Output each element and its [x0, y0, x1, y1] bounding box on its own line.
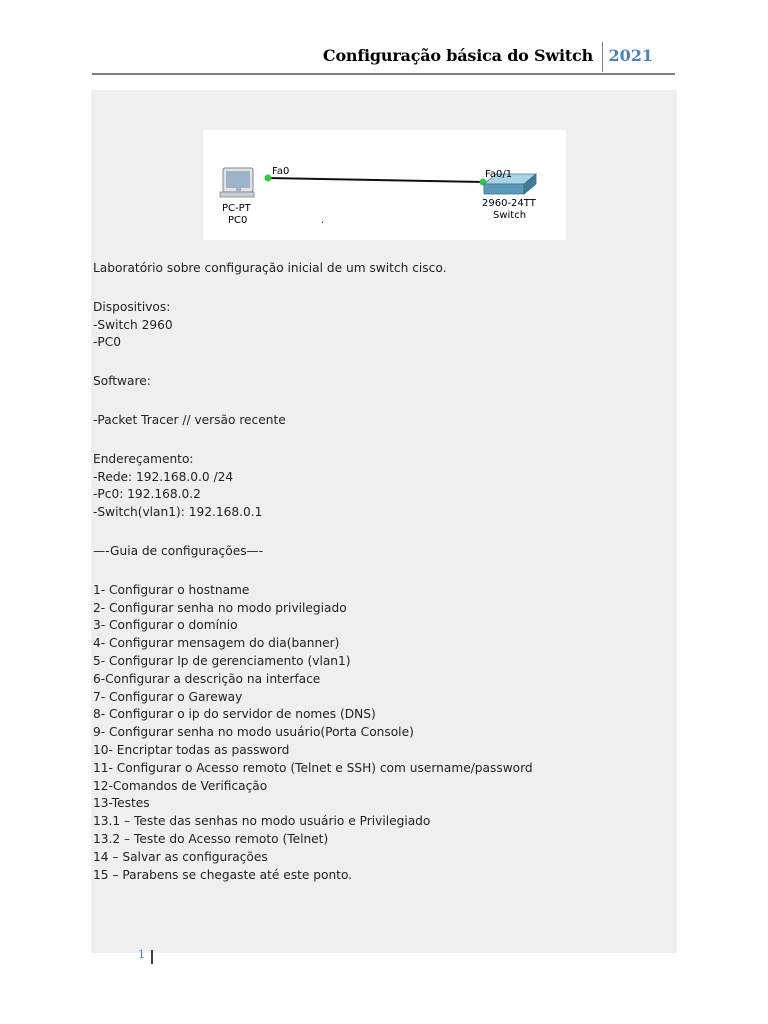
step-item: 12-Comandos de Verificação: [93, 778, 268, 793]
step-item: 14 – Salvar as configurações: [93, 849, 268, 864]
addressing-heading: Endereçamento:: [93, 451, 194, 466]
page-header: [92, 40, 675, 75]
document-body: [93, 260, 673, 884]
addressing-item: -Switch(vlan1): 192.168.0.1: [93, 505, 263, 520]
pc-icon: [220, 168, 254, 197]
diagram-dot: .: [321, 215, 325, 226]
step-item: 3- Configurar o domínio: [93, 618, 238, 633]
step-item: 2- Configurar senha no modo privilegiado: [93, 600, 347, 615]
device-item: -Switch 2960: [93, 317, 173, 332]
pc-link-light: [265, 175, 272, 182]
step-item: 9- Configurar senha no modo usuário(Porta Console): [93, 725, 414, 740]
software-item: -Packet Tracer // versão recente: [93, 412, 286, 427]
pc-type-label: PC-PT: [222, 203, 251, 214]
step-item: 4- Configurar mensagem do dia(banner): [93, 636, 340, 651]
pc-name-label: PC0: [228, 215, 248, 226]
intro-text: Laboratório sobre configuração inicial de um switch cisco.: [93, 261, 447, 275]
switch-name-label: Switch: [493, 210, 527, 221]
footer-divider: [151, 950, 153, 964]
step-item: 13-Testes: [93, 796, 150, 811]
link-cable: [268, 178, 483, 182]
step-item: 13.1 – Teste das senhas no modo usuário e Privilegiado: [93, 814, 431, 829]
switch-port-label: Fa0/1: [485, 169, 513, 180]
document-title: Configuração básica do Switch: [322, 46, 593, 65]
page-number: 1: [138, 948, 145, 961]
topology-graphic: [203, 130, 566, 240]
step-item: 1- Configurar o hostname: [93, 582, 250, 597]
network-topology-diagram: [203, 130, 566, 240]
step-item: 6-Configurar a descrição na interface: [93, 671, 321, 686]
addressing-item: -Rede: 192.168.0.0 /24: [93, 469, 234, 484]
addressing-item: -Pc0: 192.168.0.2: [93, 487, 201, 502]
software-heading: Software:: [93, 374, 151, 389]
step-item: 7- Configurar o Gareway: [93, 689, 243, 704]
step-item: 13.2 – Teste do Acesso remoto (Telnet): [93, 831, 329, 846]
step-item: 11- Configurar o Acesso remoto (Telnet e SSH) com username/password: [93, 760, 533, 775]
pc-port-label: Fa0: [272, 166, 290, 177]
step-item: 15 – Parabens se chegaste até este ponto.: [93, 867, 353, 882]
header-separator: [602, 42, 603, 72]
step-item: 8- Configurar o ip do servidor de nomes (DNS): [93, 707, 376, 722]
device-item: -PC0: [93, 335, 122, 350]
document-year: 2021: [608, 46, 653, 65]
guide-heading: —-Guia de configurações—-: [93, 543, 264, 558]
step-item: 10- Encriptar todas as password: [93, 742, 290, 757]
step-item: 5- Configurar Ip de gerenciamento (vlan1): [93, 653, 351, 668]
devices-heading: Dispositivos:: [93, 299, 171, 314]
switch-model-label: 2960-24TT: [482, 198, 536, 209]
